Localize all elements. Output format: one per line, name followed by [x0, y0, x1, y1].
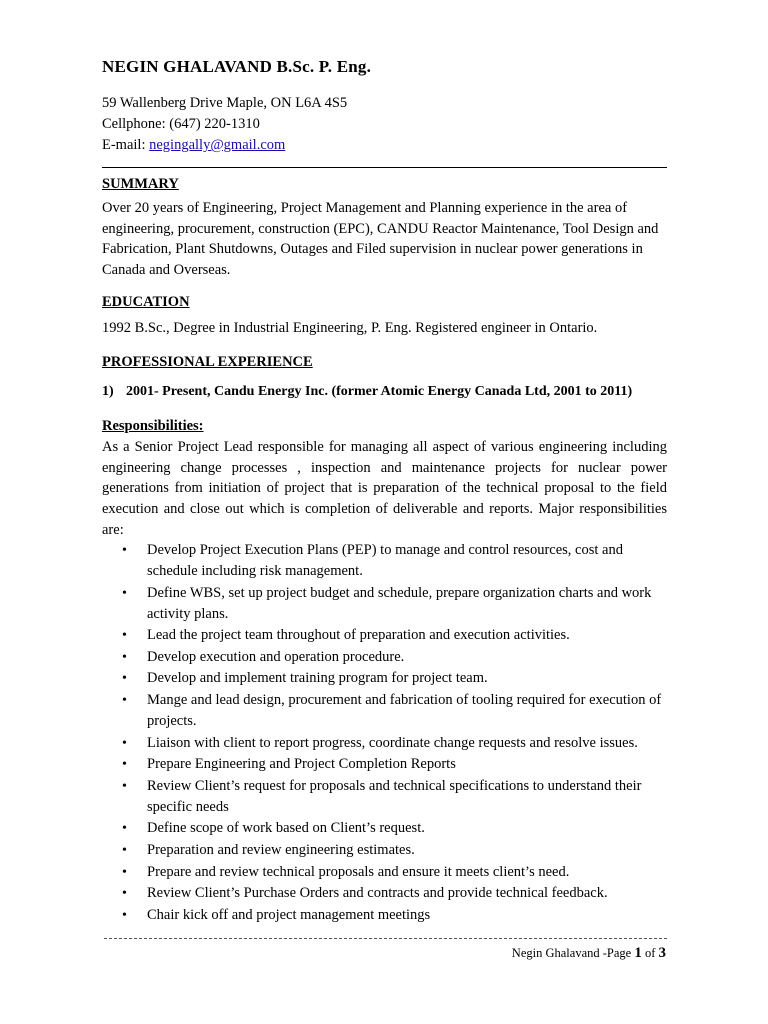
list-item: • Liaison with client to report progress, coordinate change requests and resolve issues.	[102, 733, 667, 754]
footer-of: of	[641, 946, 659, 960]
education-heading: EDUCATION	[102, 294, 190, 310]
list-item: • Mange and lead design, procurement and fabrication of tooling required for execution of projects.	[102, 690, 667, 732]
job-title: 2001- Present, Candu Energy Inc. (former Atomic Energy Canada Ltd, 2001 to 2011)	[126, 384, 633, 399]
job-title-line	[102, 384, 632, 400]
list-item: • Prepare Engineering and Project Completion Reports	[102, 754, 667, 775]
list-item: • Review Client’s Purchase Orders and contracts and provide technical feedback.	[102, 883, 667, 904]
job-number: 1)	[102, 384, 114, 399]
responsibilities-intro: As a Senior Project Lead responsible for managing all aspect of various engineering including engineering change processes , inspection and maintenance projects for nuclear power generations from initiation of project that is preparation of the technical proposal to the field execution and close out which is completion of deliverable and reports. Major responsibilities are:	[102, 439, 667, 538]
page-total: 3	[658, 945, 666, 961]
list-item: • Develop execution and operation procedure.	[102, 647, 667, 668]
list-item: • Develop Project Execution Plans (PEP) to manage and control resources, cost and schedule including risk management.	[102, 540, 667, 582]
candidate-name: NEGIN GHALAVAND B.Sc. P. Eng.	[102, 57, 372, 76]
summary-text: Over 20 years of Engineering, Project Management and Planning experience in the area of engineering, procurement, construction (EPC), CANDU Reactor Maintenance, Tool Design and Fabrication, Plant Shutdowns, Outages and Filed supervision in nuclear power generations in Canada and Overseas.	[102, 200, 659, 279]
list-item: • Preparation and review engineering estimates.	[102, 840, 667, 861]
email-line	[102, 135, 347, 156]
header-divider	[102, 167, 667, 168]
contact-block	[102, 93, 347, 156]
experience-heading: PROFESSIONAL EXPERIENCE	[102, 354, 313, 370]
summary-heading: SUMMARY	[102, 176, 179, 192]
responsibilities-list	[102, 540, 667, 926]
email-link[interactable]: negingally@gmail.com	[149, 137, 286, 153]
footer-prefix: Negin Ghalavand -Page	[511, 946, 635, 960]
list-item: • Define WBS, set up project budget and schedule, prepare organization charts and work activity plans.	[102, 583, 667, 625]
responsibilities-heading: Responsibilities:	[102, 418, 204, 434]
list-item: • Develop and implement training program for project team.	[102, 668, 667, 689]
email-label: E-mail:	[102, 137, 150, 153]
list-item: • Lead the project team throughout of preparation and execution activities.	[102, 625, 667, 646]
list-item: • Prepare and review technical proposals and ensure it meets client’s need.	[102, 862, 667, 883]
list-item: • Define scope of work based on Client’s request.	[102, 818, 667, 839]
education-text: 1992 B.Sc., Degree in Industrial Engineering, P. Eng. Registered engineer in Ontario.	[102, 320, 598, 336]
footer-divider	[104, 938, 667, 939]
address: 59 Wallenberg Drive Maple, ON L6A 4S5	[102, 95, 348, 111]
cellphone: Cellphone: (647) 220-1310	[102, 116, 260, 132]
page-number: 1	[634, 945, 642, 961]
list-item: • Chair kick off and project management meetings	[102, 905, 667, 926]
page-footer	[512, 945, 666, 962]
list-item: • Review Client’s request for proposals and technical specifications to understand their specific needs	[102, 776, 667, 818]
